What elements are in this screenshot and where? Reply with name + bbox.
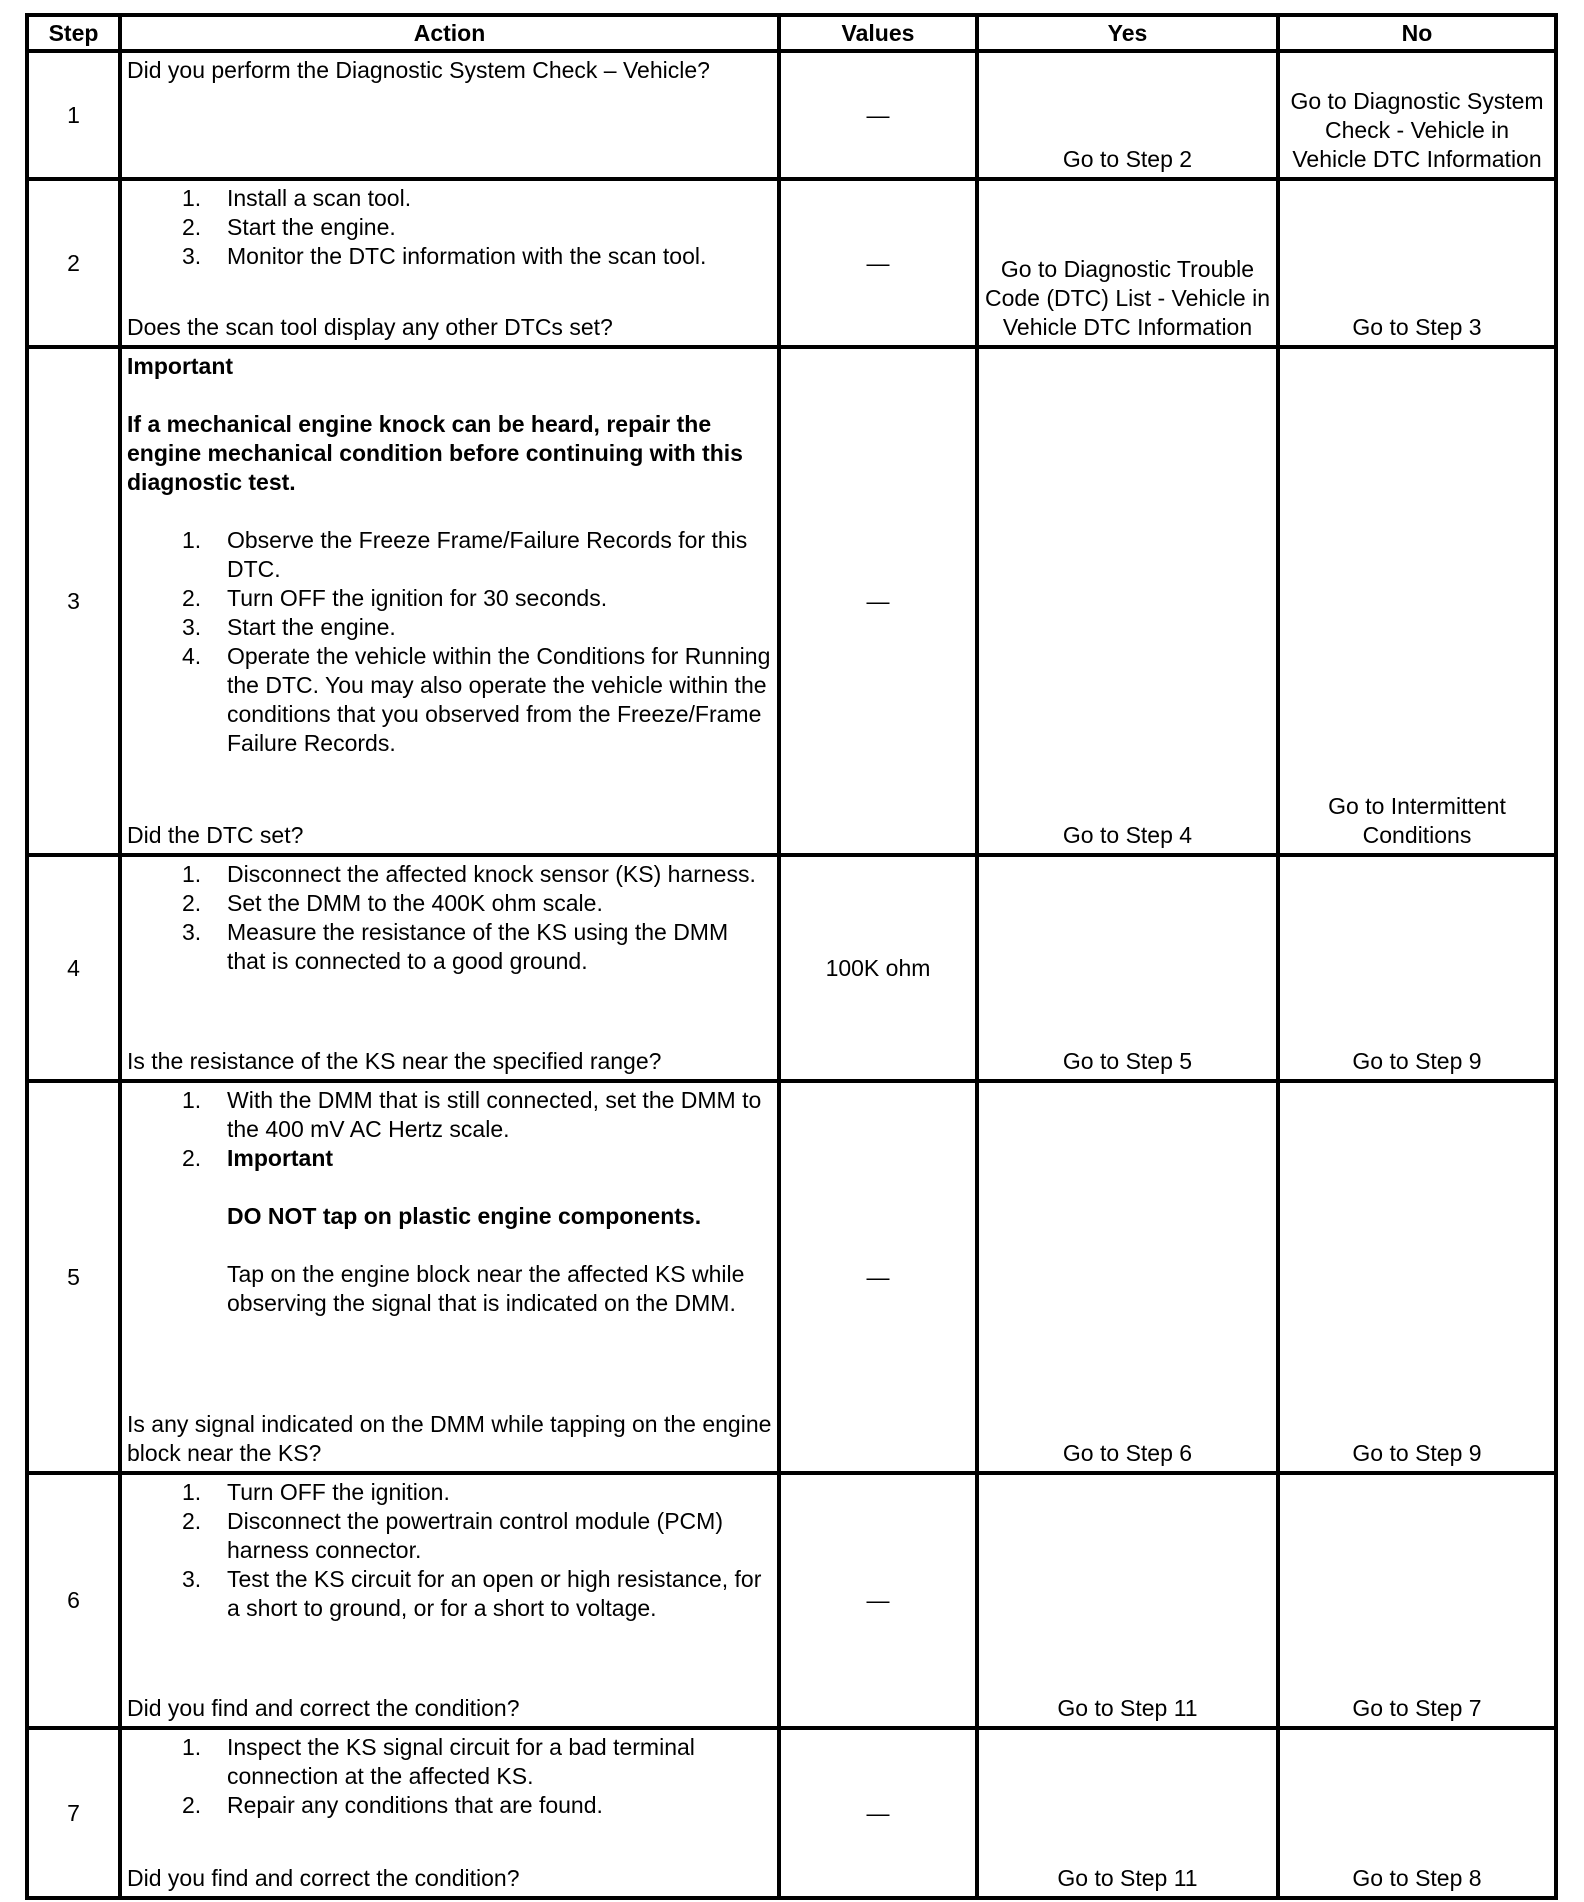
step-number: 7 <box>27 1728 120 1898</box>
list-item: 2. Start the engine. <box>182 214 396 240</box>
action-question: Did you find and correct the condition? <box>127 1865 520 1891</box>
header-step: Step <box>27 15 120 51</box>
no-cell: Go to Step 8 <box>1278 1728 1556 1898</box>
list-item: 2. Disconnect the powertrain control module (PCM) harness connector. <box>182 1508 723 1563</box>
table-row <box>27 1728 1556 1898</box>
step-number: 6 <box>27 1473 120 1728</box>
list-item: 1. Observe the Freeze Frame/Failure Records for this DTC. <box>182 527 748 582</box>
table-row <box>27 1473 1556 1728</box>
action-cell <box>120 347 779 855</box>
table-row <box>27 855 1556 1081</box>
action-steps <box>127 1478 772 1623</box>
step-number: 1 <box>27 51 120 179</box>
action-cell <box>120 51 779 179</box>
list-item: 1. Inspect the KS signal circuit for a bad terminal connection at the affected KS. <box>182 1734 695 1789</box>
step-number: 3 <box>27 347 120 855</box>
list-item: 3. Start the engine. <box>182 614 396 640</box>
values-cell: — <box>779 347 977 855</box>
list-item: 2. Turn OFF the ignition for 30 seconds. <box>182 585 608 611</box>
action-steps <box>127 1733 772 1820</box>
important-title: Important <box>227 1145 334 1171</box>
no-cell: Go to Step 3 <box>1278 179 1556 347</box>
action-cell <box>120 1728 779 1898</box>
list-item: 3. Test the KS circuit for an open or high resistance, for a short to ground, or for a short to voltage. <box>182 1566 762 1621</box>
table-row <box>27 347 1556 855</box>
action-cell <box>120 855 779 1081</box>
action-cell <box>120 1473 779 1728</box>
list-item: 1. With the DMM that is still connected, set the DMM to the 400 mV AC Hertz scale. <box>182 1087 762 1142</box>
no-cell: Go to Step 7 <box>1278 1473 1556 1728</box>
yes-cell: Go to Step 4 <box>977 347 1278 855</box>
list-item: 4. Operate the vehicle within the Conditions for Running the DTC. You may also operate the vehicle within the conditions that you observed from the Freeze/Frame Failure Records. <box>182 643 771 756</box>
table-row <box>27 1081 1556 1473</box>
no-cell: Go to Step 9 <box>1278 855 1556 1081</box>
list-item: 2. Important DO NOT tap on plastic engine components. Tap on the engine block near the affected KS while observing the signal that is indicated on the DMM. <box>127 1144 772 1318</box>
list-item: 2. Repair any conditions that are found. <box>182 1792 603 1818</box>
header-action: Action <box>120 15 779 51</box>
action-steps <box>127 526 772 758</box>
values-cell: — <box>779 1728 977 1898</box>
values-cell: — <box>779 1473 977 1728</box>
important-title: Important <box>127 353 234 379</box>
action-question: Is the resistance of the KS near the specified range? <box>127 1048 662 1074</box>
action-steps <box>127 184 772 271</box>
action-steps <box>127 1086 772 1318</box>
list-item: 1. Install a scan tool. <box>182 185 412 211</box>
yes-cell: Go to Step 5 <box>977 855 1278 1081</box>
yes-cell: Go to Step 11 <box>977 1473 1278 1728</box>
values-cell: — <box>779 179 977 347</box>
no-cell: Go to Intermittent Conditions <box>1278 347 1556 855</box>
action-question: Is any signal indicated on the DMM while tapping on the engine block near the KS? <box>127 1411 772 1466</box>
step-number: 2 <box>27 179 120 347</box>
no-cell: Go to Diagnostic System Check - Vehicle in Vehicle DTC Information <box>1278 51 1556 179</box>
list-item: 3. Monitor the DTC information with the scan tool. <box>182 243 707 269</box>
action-steps <box>127 860 772 976</box>
header-yes: Yes <box>977 15 1278 51</box>
action-cell <box>120 179 779 347</box>
list-item: 3. Measure the resistance of the KS using the DMM that is connected to a good ground. <box>182 919 729 974</box>
header-row <box>27 15 1556 51</box>
values-cell: — <box>779 51 977 179</box>
table-row <box>27 179 1556 347</box>
important-note: If a mechanical engine knock can be heard, repair the engine mechanical condition before continuing with this diagnostic test. <box>127 411 743 495</box>
yes-cell: Go to Step 6 <box>977 1081 1278 1473</box>
action-question: Does the scan tool display any other DTCs set? <box>127 314 613 340</box>
list-item: 1. Disconnect the affected knock sensor (KS) harness. <box>182 861 756 887</box>
header-no: No <box>1278 15 1556 51</box>
no-cell: Go to Step 9 <box>1278 1081 1556 1473</box>
yes-cell: Go to Step 2 <box>977 51 1278 179</box>
list-item: 2. Set the DMM to the 400K ohm scale. <box>182 890 603 916</box>
action-question: Did you find and correct the condition? <box>127 1695 520 1721</box>
step-body: Tap on the engine block near the affected KS while observing the signal that is indicated on the DMM. <box>227 1261 745 1316</box>
list-item: 1. Turn OFF the ignition. <box>182 1479 450 1505</box>
values-cell: 100K ohm <box>779 855 977 1081</box>
action-question: Did the DTC set? <box>127 822 304 848</box>
table-row <box>27 51 1556 179</box>
important-note: DO NOT tap on plastic engine components. <box>227 1203 702 1229</box>
yes-cell: Go to Step 11 <box>977 1728 1278 1898</box>
action-question: Did you perform the Diagnostic System Check – Vehicle? <box>127 57 710 83</box>
step-number: 4 <box>27 855 120 1081</box>
yes-cell: Go to Diagnostic Trouble Code (DTC) List - Vehicle in Vehicle DTC Information <box>977 179 1278 347</box>
step-number: 5 <box>27 1081 120 1473</box>
diagnostic-table <box>25 13 1558 1900</box>
values-cell: — <box>779 1081 977 1473</box>
action-cell <box>120 1081 779 1473</box>
header-values: Values <box>779 15 977 51</box>
